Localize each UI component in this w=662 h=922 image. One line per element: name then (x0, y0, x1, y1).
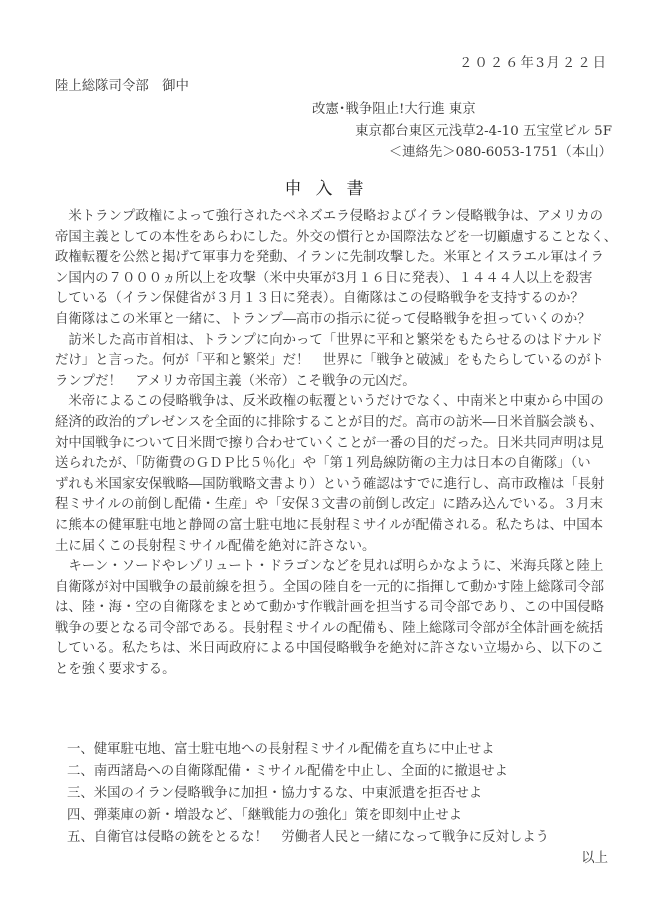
paragraph-line: 経済的政治的プレゼンスを全面的に排除することが目的だ。高市の訪米―日米首脳会談も、 (55, 414, 604, 430)
sender-contact: ＜連絡先＞080-6053-1751（本山） (388, 145, 612, 160)
paragraph-line: 自衛隊はこの米軍と一緒に、トランプ―高市の指示に従って侵略戦争を担っていくのか？ (55, 311, 591, 327)
paragraph-line: キーン・ソードやレゾリュート・ドラゴンなどを見れば明らかなように、米海兵隊と陸上 (68, 559, 604, 575)
paragraph-line: している。私たちは、米日両政府による中国侵略戦争を絶対に許さない立場から、以下のこ (55, 641, 605, 657)
paragraph-line: している（イラン保健省が３月１３日に発表）。自衛隊はこの侵略戦争を支持するのか？ (55, 291, 584, 307)
paragraph-line: だけ」と言った。何が「平和と繁栄」だ！ 世界に「戦争と破滅」をもたらしているのがト (55, 353, 605, 369)
demand-item: 一、健軍駐屯地、富士駐屯地への長射程ミサイル配備を直ちに中止せよ (67, 742, 495, 757)
paragraph-line: 程ミサイルの前倒し配備・生産」や「安保３文書の前倒し改定」に踏み込んでいる。３月末 (55, 497, 604, 513)
demands-list (67, 739, 549, 849)
paragraph-line: 米トランプ政権によって強行されたベネズエラ侵略およびイラン侵略戦争は、アメリカの (68, 209, 604, 224)
demand-item: 三、米国のイラン侵略戦争に加担・協力するな、中東派遣を拒否せよ (67, 786, 483, 801)
paragraph-line: 土に届くこの長射程ミサイル配備を絶対に許さない。 (55, 538, 376, 554)
paragraph-line: 政権転覆を公然と掲げて軍事力を発動、イランに先制攻撃した。米軍とイスラエル軍はイラ (55, 250, 604, 266)
paragraph-line: 戦争の要となる司令部である。長射程ミサイルの配備も、陸上総隊司令部が全体計画を統括 (55, 620, 604, 636)
document-date: ２０２６年3月２２日 (458, 56, 608, 71)
paragraph-line: は、陸・海・空の自衛隊をまとめて動かす作戦計画を担当する司令部であり、この中国侵略 (55, 600, 605, 616)
addressee: 陸上総隊司令部 御中 (55, 79, 189, 94)
paragraph (55, 331, 617, 393)
paragraph-line: ン国内の７０００ヵ所以上を攻撃（米中央軍が3月１６日に発表）、１４４４人以上を殺害 (55, 270, 593, 286)
document-title: 申入書 (284, 179, 378, 199)
paragraph-line: 米帝によるこの侵略戦争は、反米政権の転覆というだけでなく、中南米と中東から中国の (68, 394, 604, 410)
demand-item: 五、自衛官は侵略の銃をとるな！ 労働者人民と一緒になって戦争に反対しよう (67, 830, 550, 845)
paragraph-line: 自衛隊が対中国戦争の最前線を担う。全国の陸自を一元的に指揮して動かす陸上総隊司令部 (55, 579, 605, 595)
paragraph (55, 557, 617, 681)
paragraph (55, 207, 617, 331)
paragraph-line: 帝国主義としての本性をあらわにした。外交の慣行とか国際法などを一切顧慮することなく、 (55, 229, 618, 245)
paragraph-line: 送られたが、「防衛費のＧＤＰ比５％化」や「第１列島線防衛の主力は日本の自衛隊」（い (55, 456, 591, 472)
paragraph-line: 訪米した高市首相は、トランプに向かって「世界に平和と繁栄をもたらせるのはドナルド (68, 332, 603, 348)
paragraph-line: ずれも米国家安保戦略―国防戦略文書より）という確認はすでに進行し、高市政権は「長射 (55, 476, 605, 492)
sender-address: 東京都台東区元浅草2-4-10 五宝堂ビル 5F (355, 124, 612, 139)
sender-organization: 改憲･戦争阻止!大行進 東京 (312, 102, 476, 117)
demand-item: 二、南西諸島への自衛隊配備・ミサイル配備を中止し、全面的に撤退せよ (67, 764, 508, 779)
paragraph-line: ランプだ！ アメリカ帝国主義（米帝）こそ戦争の元凶だ。 (55, 373, 416, 389)
closing: 以上 (581, 851, 608, 866)
paragraph-line: に熊本の健軍駐屯地と静岡の富士駐屯地に長射程ミサイルが配備される。私たちは、中国本 (55, 517, 604, 533)
paragraph-line: とを強く要求する。 (55, 662, 176, 678)
paragraph (55, 392, 617, 557)
paragraph-line: 対中国戦争について日米間で擦り合わせていくことが一番の目的だった。日米共同声明は見 (55, 435, 604, 451)
document-body (55, 207, 617, 681)
demand-item: 四、弾薬庫の新・増設など、「継戦能力の強化」策を即刻中止せよ (67, 808, 463, 823)
